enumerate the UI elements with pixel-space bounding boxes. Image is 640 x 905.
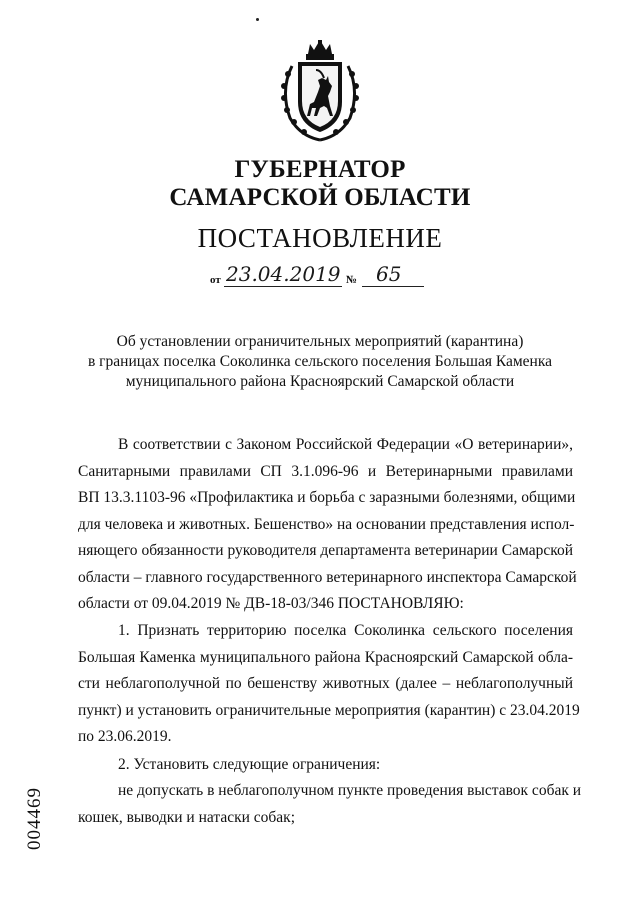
document-number: 65 <box>376 262 402 286</box>
paragraph-item-2 <box>78 752 573 779</box>
title-line: в границах поселка Соколинка сельского поселения Большая Каменка <box>87 353 553 370</box>
org-title-line1: ГУБЕРНАТОР <box>234 156 406 183</box>
text-line: Санитарными правилами СП 3.1.096-96 и Ветеринарными правилами <box>78 462 573 480</box>
text-line: няющего обязанности руководителя департамента ветеринарии Самарской <box>78 542 573 559</box>
text-line: по 23.06.2019. <box>78 728 172 745</box>
side-serial-number: 004469 <box>24 787 45 850</box>
text-line: пункт) и установить ограничительные мероприятия (карантин) с 23.04.2019 <box>78 701 580 719</box>
title-line: Об установлении ограничительных мероприятий (карантина) <box>116 333 524 350</box>
paragraph-item-1 <box>78 618 580 751</box>
text-line: не допускать в неблагополучном пункте проведения выставок собак и <box>118 782 582 799</box>
paragraph-restriction <box>78 778 582 831</box>
text-line: области от 09.04.2019 № ДВ-18-03/346 ПОСТАНОВЛЯЮ: <box>78 595 464 612</box>
text-line: для человека и животных. Бешенство» на основании представления испол- <box>78 515 575 533</box>
org-title-line2: САМАРСКОЙ ОБЛАСТИ <box>169 184 471 211</box>
samara-coat-of-arms-icon <box>274 40 366 144</box>
text-line: области – главного государственного ветеринарного инспектора Самарской <box>78 568 577 586</box>
number-underline <box>362 286 424 287</box>
document-title <box>60 332 580 392</box>
text-line: Большая Каменка муниципального района Красноярский Самарской обла- <box>78 648 573 666</box>
text-line: ВП 13.3.1103-96 «Профилактика и борьба с заразными болезнями, общими <box>78 489 576 506</box>
date-from-label: от <box>210 274 221 286</box>
speck-mark <box>256 18 259 21</box>
paragraph-preamble <box>78 432 577 618</box>
date-underline <box>224 286 342 287</box>
text-line: 1. Признать территорию поселка Соколинка сельского поселения <box>118 622 573 639</box>
text-line: 2. Установить следующие ограничения: <box>118 756 381 773</box>
title-line: муниципального района Красноярский Самарской области <box>125 373 515 390</box>
document-date: 23.04.2019 <box>226 262 341 286</box>
text-line: кошек, выводки и натаски собак; <box>78 808 296 826</box>
document-type: ПОСТАНОВЛЕНИЕ <box>197 223 443 253</box>
text-line: В соответствии с Законом Российской Федерации «О ветеринарии», <box>118 436 573 453</box>
number-label: № <box>346 274 358 286</box>
text-line: сти неблагополучной по бешенству животных (далее – неблагополучный <box>78 675 573 692</box>
